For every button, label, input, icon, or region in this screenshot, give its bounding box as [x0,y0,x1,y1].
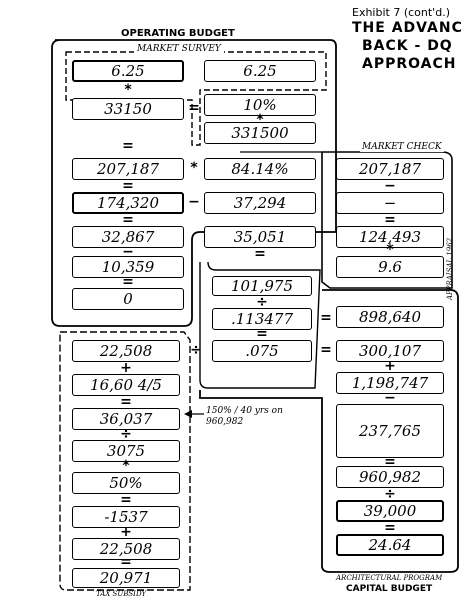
op-div-1: ÷ [256,294,268,310]
cell-tax-4: 3075 [72,440,180,462]
op-plus-1: + [384,358,396,374]
op-eq-12: = [384,520,396,536]
cell-opex: 37,294 [204,192,316,214]
cell-mid-1: 101,975 [212,276,312,296]
op-eq-6: = [254,246,266,262]
op-minus-1: − [188,194,200,210]
op-times-5: * [122,458,130,474]
cell-vacancy: 10% [204,94,316,116]
cell-cap-5: 960,982 [336,466,444,488]
op-minus-4: − [384,390,396,406]
op-times-3: * [190,160,198,176]
cell-tax-7: 22,508 [72,538,180,560]
cell-debt-service: 32,867 [72,226,184,248]
op-div-4: ÷ [120,426,132,442]
cell-zero: 0 [72,288,184,310]
op-times-4: * [386,242,394,258]
op-times-2: * [256,112,264,128]
cell-tax-5: 50% [72,472,180,494]
op-eq-9: = [256,326,268,342]
op-eq-10: = [320,342,332,358]
architectural-program-label: ARCHITECTURAL PROGRAM [336,574,443,582]
cell-rent-right: 6.25 [204,60,316,82]
op-eq-4: = [122,212,134,228]
cell-area: 33150 [72,98,184,120]
cell-mid-2: .113477 [212,308,312,330]
cell-opex-pct: 84.14% [204,158,316,180]
cell-cap-3: 1,198,747 [336,372,444,394]
op-eq-1: = [188,100,200,116]
depreciation-annotation: 150% / 40 yrs on 960,982 [206,406,283,427]
cell-gross: 331500 [204,122,316,144]
op-div-3: ÷ [384,486,396,502]
market-check-label: MARKET CHECK [362,142,442,152]
title-line-3: APPROACH [362,56,457,72]
cell-rent: 6.25 [72,60,184,82]
op-eq-14: = [120,492,132,508]
cell-tax-1: 22,508 [72,340,180,362]
tax-subsidy-label: TAX SUBSIDY [96,590,147,598]
exhibit-label: Exhibit 7 (cont'd.) [352,6,450,19]
annotation-arrowhead [184,410,192,418]
cell-cap-1: 898,640 [336,306,444,328]
op-plus-3: + [120,524,132,540]
cell-check-3: 124,493 [336,226,444,248]
op-plus-2: + [120,360,132,376]
cell-tax-3: 36,037 [72,408,180,430]
operating-budget-label: OPERATING BUDGET [118,28,238,39]
cell-check-2: − [336,192,444,214]
cell-cap-7: 24.64 [336,534,444,556]
cell-taxes: 35,051 [204,226,316,248]
cell-cap-6: 39,000 [336,500,444,522]
cell-mid-3: .075 [212,340,312,362]
op-eq-2: = [122,138,134,154]
cell-cash-flow: 10,359 [72,256,184,278]
op-eq-15: = [120,554,132,570]
op-div-2: ÷ [190,342,202,358]
cell-cap-2: 300,107 [336,340,444,362]
title-line-1: THE ADVANC [352,20,463,36]
op-eq-13: = [120,394,132,410]
cell-eff-gross: 207,187 [72,158,184,180]
cell-tax-6: -1537 [72,506,180,528]
op-minus-3: − [384,178,396,194]
title-line-2: BACK - DQ [362,38,453,54]
appraisal-side-label: APPRAISAL 1962 [446,237,454,300]
cell-check-1: 207,187 [336,158,444,180]
op-eq-5: = [122,274,134,290]
op-times-1: * [124,82,132,98]
cell-tax-8: 20,971 [72,568,180,588]
cell-check-4: 9.6 [336,256,444,278]
cell-net: 174,320 [72,192,184,214]
capital-budget-label: CAPITAL BUDGET [346,584,433,594]
op-eq-11: = [384,454,396,470]
market-survey-label: MARKET SURVEY [134,44,224,54]
op-eq-3: = [122,178,134,194]
op-minus-2: − [122,244,134,260]
op-eq-8: = [320,310,332,326]
cell-cap-4: 237,765 [336,404,444,458]
op-eq-7: = [384,212,396,228]
cell-tax-2: 16,60 4/5 [72,374,180,396]
